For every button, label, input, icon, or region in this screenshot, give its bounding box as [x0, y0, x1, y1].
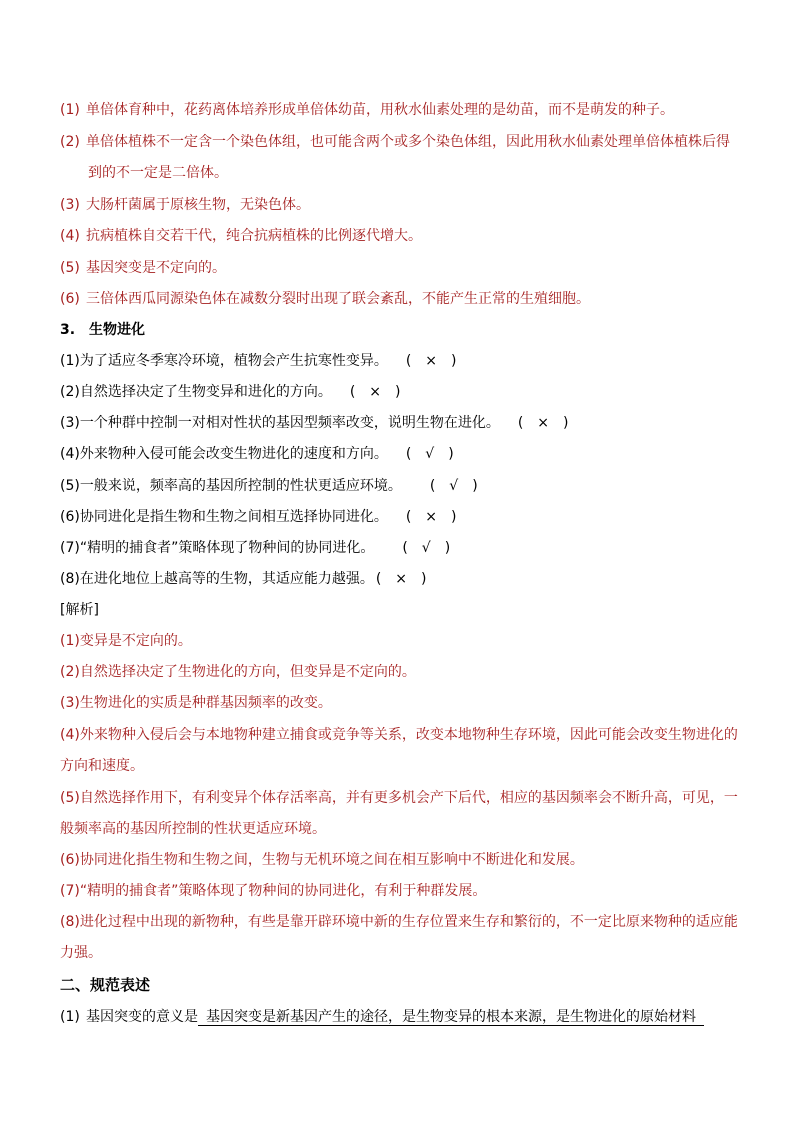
analysis-line: (4)外来物种入侵后会与本地物种建立捕食或竞争等关系，改变本地物种生存环境，因此可能会改变生物进化的	[60, 727, 738, 743]
analysis-item: (2) 单倍体植株不一定含一个染色体组，也可能含两个或多个染色体组，因此用秋水仙素处理单倍体植株后得	[60, 134, 730, 150]
analysis-item: (6) 三倍体西瓜同源染色体在减数分裂时出现了联会紊乱，不能产生正常的生殖细胞。	[60, 291, 590, 307]
judgement-item: (8)在进化地位上越高等的生物，其适应能力越强。 ( × )	[60, 571, 427, 587]
answer-mark: ( √ )	[402, 540, 451, 556]
analysis-line: 方向和速度。	[60, 758, 144, 774]
analysis-line: (3)生物进化的实质是种群基因频率的改变。	[60, 695, 332, 711]
answer-mark: ( √ )	[429, 478, 478, 494]
judgement-item: (4)外来物种入侵可能会改变生物进化的速度和方向。 ( √ )	[60, 446, 454, 462]
analysis-line: (8)进化过程中出现的新物种，有些是靠开辟环境中新的生存位置来生存和繁衍的，不一定比原来物种的适应能	[60, 914, 738, 930]
judgement-item: (2)自然选择决定了生物变异和进化的方向。 ( × )	[60, 384, 401, 400]
analysis-item: (1) 单倍体育种中，花药离体培养形成单倍体幼苗，用秋水仙素处理的是幼苗，而不是萌发的种子。	[60, 102, 674, 118]
analysis-item: (3) 大肠杆菌属于原核生物，无染色体。	[60, 197, 310, 213]
judgement-item: (7)“精明的捕食者”策略体现了物种间的协同进化。 ( √ )	[60, 540, 451, 556]
analysis-label: [解析]	[60, 602, 99, 618]
judgement-item: (5)一般来说，频率高的基因所控制的性状更适应环境。 ( √ )	[60, 478, 478, 494]
analysis-line: (6)协同进化指生物和生物之间，生物与无机环境之间在相互影响中不断进化和发展。	[60, 852, 584, 868]
analysis-line: (5)自然选择作用下，有利变异个体存活率高，并有更多机会产下后代，相应的基因频率会不断升高，可见，一	[60, 790, 738, 806]
analysis-line: 般频率高的基因所控制的性状更适应环境。	[60, 821, 326, 837]
judgement-item: (6)协同进化是指生物和生物之间相互选择协同进化。 ( × )	[60, 509, 457, 525]
analysis-item-continuation: 到的不一定是二倍体。	[88, 165, 228, 181]
fill-in-item: (1) 基因突变的意义是 基因突变是新基因产生的途径，是生物变异的根本来源，是生物进化的原始材料	[60, 1007, 704, 1027]
answer-mark: ( × )	[349, 384, 401, 400]
analysis-line: 力强。	[60, 945, 102, 961]
analysis-item: (4) 抗病植株自交若干代，纯合抗病植株的比例逐代增大。	[60, 228, 422, 244]
answer-mark: ( × )	[405, 353, 457, 369]
judgement-item: (3)一个种群中控制一对相对性状的基因型频率改变，说明生物在进化。 ( × )	[60, 415, 569, 431]
analysis-line: (2)自然选择决定了生物进化的方向，但变异是不定向的。	[60, 664, 416, 680]
analysis-line: (7)“精明的捕食者”策略体现了物种间的协同进化，有利于种群发展。	[60, 883, 487, 899]
section-heading: 3. 生物进化	[60, 322, 146, 338]
answer-mark: ( × )	[405, 509, 457, 525]
answer-blank: 基因突变是新基因产生的途径，是生物变异的根本来源，是生物进化的原始材料	[198, 1009, 704, 1026]
answer-mark: ( × )	[517, 415, 569, 431]
section-heading: 二、规范表述	[60, 976, 151, 994]
answer-mark: ( × )	[375, 571, 427, 587]
analysis-line: (1)变异是不定向的。	[60, 633, 192, 649]
analysis-item: (5) 基因突变是不定向的。	[60, 260, 226, 276]
judgement-item: (1)为了适应冬季寒冷环境，植物会产生抗寒性变异。 ( × )	[60, 353, 457, 369]
answer-mark: ( √ )	[405, 446, 454, 462]
